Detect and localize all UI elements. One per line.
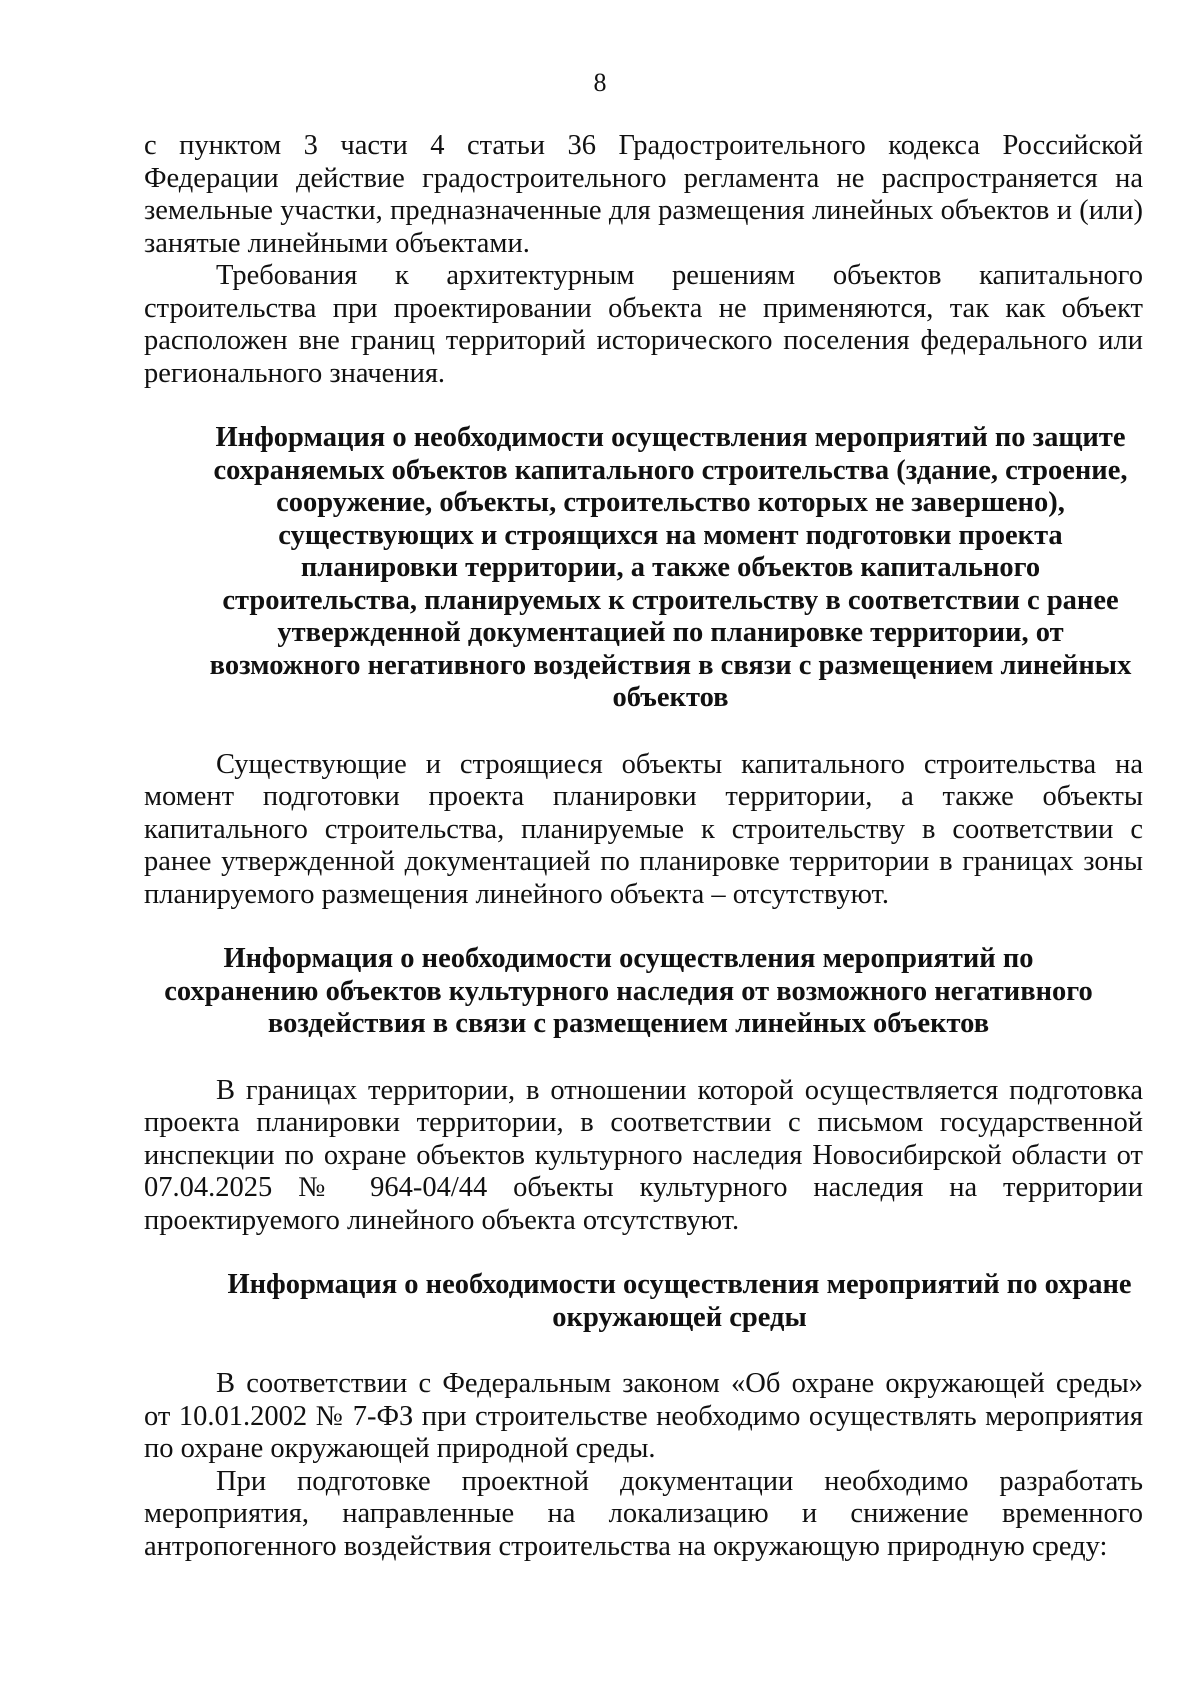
paragraph-zoning-regulation: с пунктом 3 части 4 статьи 36 Градостроительного кодекса Российской Федерации действие градостроительного регламента не распространяется на земельные участки, предназначенные для размещения линейных объектов и (или) занятые линейными объектами. xyxy=(144,130,1143,259)
paragraph-environmental-measures: При подготовке проектной документации необходимо разработать мероприятия, направленные на локализацию и снижение временного антропогенного воздействия строительства на окружающую природную среду: xyxy=(144,1465,1143,1562)
document-body xyxy=(144,130,1143,1563)
heading-cultural-heritage: Информация о необходимости осуществления мероприятий по сохранению объектов культурного наследия от возможного негативного воздействия в связи с размещением линейных объектов xyxy=(164,943,1093,1039)
heading-protection-of-capital-objects: Информация о необходимости осуществления мероприятий по защите сохраняемых объектов капитального строительства (здание, строение, сооружение, объекты, строительство которых не завершено), существующих и строящихся на момент подготовки проекта планировки территории, а также объектов капитального строительства, планируемых к строительству в соответствии с ранее утвержденной документацией по планировке территории, от возможного негативного воздействия в связи с размещением линейных объектов xyxy=(209,422,1132,713)
paragraph-environmental-law: В соответствии с Федеральным законом «Об охране окружающей среды» от 10.01.2002 № 7-ФЗ при строительстве необходимо осуществлять мероприятия по охране окружающей природной среды. xyxy=(144,1368,1143,1464)
paragraph-existing-objects: Существующие и строящиеся объекты капитального строительства на момент подготовки проекта планировки территории, а также объекты капитального строительства, планируемые к строительству в соответствии с ранее утвержденной документацией по планировке территории в границах зоны планируемого размещения линейного объекта – отсутствуют. xyxy=(144,748,1143,910)
paragraph-architectural-requirements: Требования к архитектурным решениям объектов капитального строительства при проектировании объекта не применяются, так как объект расположен вне границ территорий исторического поселения федерального или регионального значения. xyxy=(144,260,1143,389)
page-number: 8 xyxy=(593,68,607,97)
heading-environmental-protection: Информация о необходимости осуществления мероприятий по охране окружающей среды xyxy=(227,1269,1132,1333)
paragraph-cultural-heritage: В границах территории, в отношении которой осуществляется подготовка проекта планировки территории, в соответствии с письмом государственной инспекции по охране объектов культурного наследия Новосибирской области от 07.04.2025 № 964-04/44 объекты культурного наследия на территории проектируемого линейного объекта отсутствуют. xyxy=(144,1074,1143,1236)
